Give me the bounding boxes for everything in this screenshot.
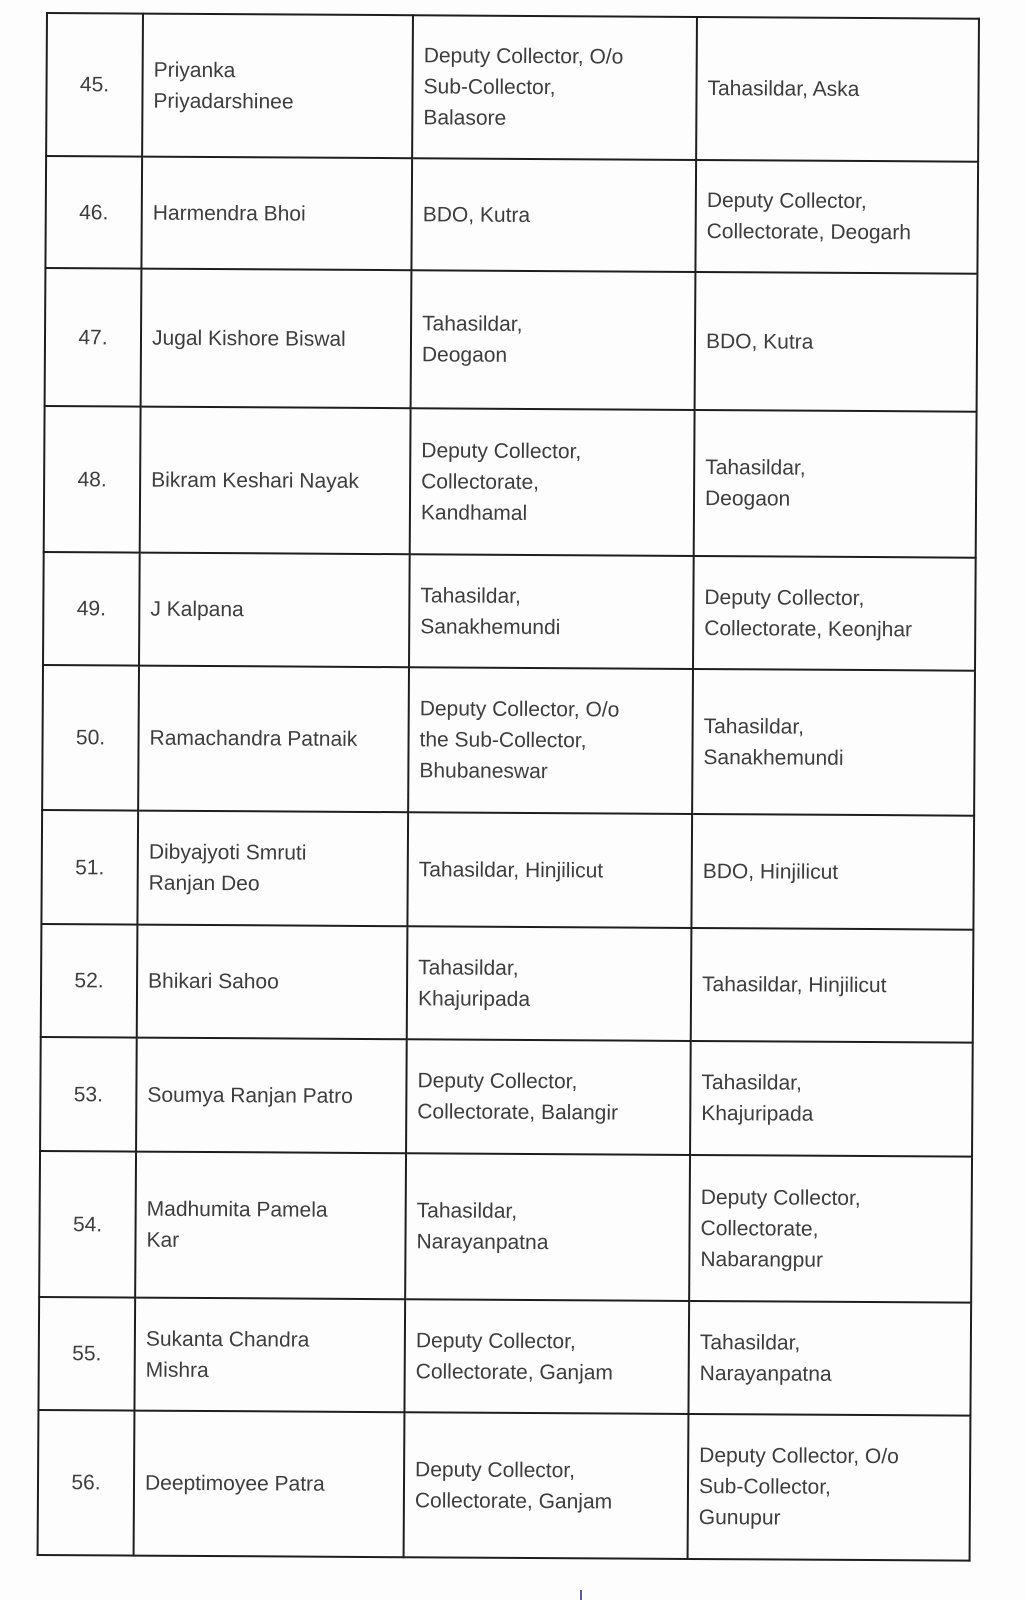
present-posting-line: Deputy Collector, xyxy=(415,1328,576,1353)
new-posting-line: Collectorate, Deogarh xyxy=(706,220,912,245)
present-posting-line: Deputy Collector, xyxy=(421,438,582,463)
serial-number: 49. xyxy=(76,597,107,621)
table-body xyxy=(38,13,979,1561)
officer-name-line: Jugal Kishore Biswal xyxy=(151,326,346,351)
officer-name-line: Soumya Ranjan Patro xyxy=(147,1083,353,1108)
officer-name-cell xyxy=(139,553,410,668)
present-posting-cell xyxy=(408,667,693,814)
table-row xyxy=(44,406,977,558)
serial-number: 48. xyxy=(77,467,107,491)
table-row xyxy=(46,13,979,162)
officer-name-line: Deeptimoyee Patra xyxy=(144,1471,325,1496)
present-posting-cell xyxy=(409,554,694,669)
present-posting-line: Deputy Collector, O/o xyxy=(423,44,624,69)
present-posting-line: Tahasildar, xyxy=(422,312,523,336)
officer-name-line: Ramachandra Patnaik xyxy=(149,726,358,751)
table-row xyxy=(41,810,974,930)
present-posting-line: Deogaon xyxy=(421,343,508,367)
present-posting-line: Tahasildar, xyxy=(420,583,521,608)
page-mark xyxy=(580,1590,582,1600)
new-posting-cell xyxy=(688,1414,971,1561)
table-row xyxy=(45,156,978,274)
new-posting-line: Tahasildar, xyxy=(701,1071,802,1095)
new-posting-cell xyxy=(691,928,974,1043)
present-posting-cell xyxy=(412,15,697,160)
officer-name-cell xyxy=(137,925,408,1040)
officer-name-cell xyxy=(138,666,409,813)
new-posting-line: Collectorate, Keonjhar xyxy=(704,616,913,641)
serial-number-cell xyxy=(42,665,139,811)
new-posting-line: Deputy Collector, O/o xyxy=(699,1444,899,1469)
serial-number: 46. xyxy=(79,200,109,224)
serial-number-cell xyxy=(40,1037,137,1152)
officer-name-cell xyxy=(140,407,411,555)
serial-number-cell xyxy=(43,552,140,666)
new-posting-cell xyxy=(690,1041,973,1157)
present-posting-line: Bhubaneswar xyxy=(419,759,548,784)
serial-number-cell xyxy=(39,1151,136,1298)
new-posting-line: Deputy Collector, xyxy=(704,585,865,610)
new-posting-line: Collectorate, xyxy=(700,1216,819,1241)
officer-name-line: Priyadarshinee xyxy=(153,89,294,114)
new-posting-line: Sanakhemundi xyxy=(703,745,844,770)
new-posting-line: Deputy Collector, xyxy=(706,189,867,214)
new-posting-line: Tahasildar, xyxy=(705,456,806,480)
table-row xyxy=(39,1151,972,1303)
present-posting-cell xyxy=(411,270,696,410)
present-posting-line: Tahasildar, Hinjilicut xyxy=(418,857,604,882)
transfer-posting-table xyxy=(37,12,980,1562)
present-posting-cell xyxy=(406,1039,691,1155)
present-posting-line: Khajuripada xyxy=(417,986,531,1011)
serial-number-cell xyxy=(45,268,142,407)
officer-name-line: Kar xyxy=(146,1228,180,1252)
serial-number: 51. xyxy=(75,855,105,879)
serial-number-cell xyxy=(38,1297,135,1411)
table-row xyxy=(41,924,974,1043)
present-posting-line: Deputy Collector, xyxy=(417,1069,578,1094)
new-posting-cell xyxy=(695,160,978,274)
serial-number-cell xyxy=(44,406,141,553)
present-posting-cell xyxy=(411,158,696,272)
new-posting-cell xyxy=(695,272,978,412)
serial-number: 45. xyxy=(79,73,110,97)
officer-name-cell xyxy=(134,1298,405,1413)
serial-number-cell xyxy=(41,924,138,1038)
present-posting-line: Narayanpatna xyxy=(416,1230,549,1255)
table-row xyxy=(38,1410,971,1561)
new-posting-line: Gunupur xyxy=(698,1506,781,1530)
new-posting-cell xyxy=(693,556,976,671)
present-posting-line: Tahasildar, xyxy=(418,955,519,980)
new-posting-cell xyxy=(688,1301,971,1416)
present-posting-line: BDO, Kutra xyxy=(422,202,531,227)
present-posting-line: Balasore xyxy=(423,106,507,130)
new-posting-line: Deputy Collector, xyxy=(700,1185,861,1210)
present-posting-cell xyxy=(405,1153,690,1301)
new-posting-line: BDO, Hinjilicut xyxy=(702,859,839,884)
officer-name-line: Bhikari Sahoo xyxy=(148,969,279,994)
serial-number-cell xyxy=(46,13,143,157)
serial-number: 56. xyxy=(71,1471,101,1495)
present-posting-cell xyxy=(404,1299,689,1414)
officer-name-line: J Kalpana xyxy=(150,597,244,622)
officer-name-line: Priyanka xyxy=(153,58,236,82)
new-posting-line: Deogaon xyxy=(704,487,791,511)
officer-name-cell xyxy=(137,811,408,927)
present-posting-cell xyxy=(407,812,692,928)
new-posting-line: Nabarangpur xyxy=(700,1247,824,1272)
new-posting-cell xyxy=(689,1155,972,1303)
officer-name-line: Bikram Keshari Nayak xyxy=(151,468,359,493)
table-row xyxy=(42,665,975,816)
officer-name-cell xyxy=(135,1152,406,1300)
officer-name-cell xyxy=(141,269,412,409)
present-posting-cell xyxy=(407,926,692,1041)
new-posting-line: BDO, Kutra xyxy=(705,329,814,354)
officer-name-line: Ranjan Deo xyxy=(148,871,260,896)
present-posting-cell xyxy=(410,408,695,556)
present-posting-line: Collectorate, Ganjam xyxy=(415,1359,614,1384)
new-posting-cell xyxy=(691,814,974,930)
table-row xyxy=(38,1297,971,1416)
serial-number-cell xyxy=(45,156,142,269)
present-posting-line: Kandhamal xyxy=(420,500,528,525)
serial-number: 50. xyxy=(75,726,106,750)
present-posting-cell xyxy=(404,1412,689,1559)
officer-name-line: Harmendra Bhoi xyxy=(152,201,306,226)
serial-number: 52. xyxy=(74,969,104,993)
new-posting-line: Sub-Collector, xyxy=(698,1475,831,1499)
officer-name-line: Sukanta Chandra xyxy=(145,1327,310,1352)
new-posting-line: Tahasildar, xyxy=(703,714,805,739)
officer-name-cell xyxy=(136,1038,407,1154)
serial-number: 47. xyxy=(78,325,108,349)
new-posting-line: Khajuripada xyxy=(701,1102,814,1126)
new-posting-line: Tahasildar, Aska xyxy=(707,77,860,101)
officer-name-cell xyxy=(142,14,413,159)
new-posting-cell xyxy=(694,410,977,558)
officer-name-line: Mishra xyxy=(145,1358,209,1382)
present-posting-line: Collectorate, xyxy=(421,469,540,494)
table-row xyxy=(43,552,976,671)
serial-number: 54. xyxy=(72,1212,103,1236)
table-row xyxy=(45,268,978,412)
present-posting-line: Sanakhemundi xyxy=(420,614,561,639)
serial-number-cell xyxy=(38,1410,135,1556)
present-posting-line: Sub-Collector, xyxy=(423,75,556,100)
present-posting-line: the Sub-Collector, xyxy=(419,728,587,753)
serial-number: 55. xyxy=(72,1342,102,1366)
present-posting-line: Deputy Collector, xyxy=(415,1457,576,1482)
new-posting-line: Narayanpatna xyxy=(699,1361,832,1386)
new-posting-line: Tahasildar, Hinjilicut xyxy=(702,973,887,998)
serial-number: 53. xyxy=(73,1082,104,1106)
present-posting-line: Tahasildar, xyxy=(416,1199,518,1223)
officer-name-cell xyxy=(141,157,412,271)
present-posting-line: Deputy Collector, O/o xyxy=(419,697,620,722)
officer-name-line: Dibyajyoti Smruti xyxy=(148,840,307,865)
new-posting-cell xyxy=(696,17,979,162)
new-posting-line: Tahasildar, xyxy=(699,1330,801,1355)
table-row xyxy=(40,1037,973,1157)
serial-number-cell xyxy=(41,810,138,925)
present-posting-line: Collectorate, Ganjam xyxy=(414,1488,613,1513)
new-posting-cell xyxy=(692,669,975,816)
present-posting-line: Collectorate, Balangir xyxy=(417,1100,619,1125)
officer-name-line: Madhumita Pamela xyxy=(146,1197,328,1222)
officer-name-cell xyxy=(134,1411,405,1558)
